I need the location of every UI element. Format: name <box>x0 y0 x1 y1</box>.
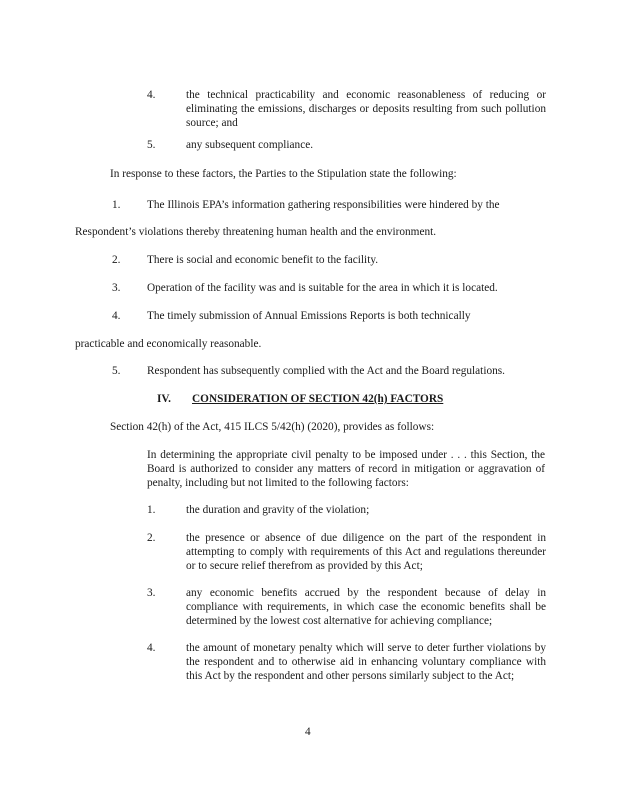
response-text: Operation of the facility was and is suitable for the area in which it is located. <box>147 282 498 294</box>
response-text-continued: practicable and economically reasonable. <box>75 338 262 350</box>
factor-number: 2. <box>147 532 156 544</box>
list-item-text: any subsequent compliance. <box>186 139 314 151</box>
section-number: IV. <box>157 393 171 405</box>
factor-text: the duration and gravity of the violation; <box>186 504 370 516</box>
section-title: CONSIDERATION OF SECTION 42(h) FACTORS <box>192 393 444 405</box>
section-intro: Section 42(h) of the Act, 415 ILCS 5/42(h) (2020), provides as follows: <box>110 421 435 433</box>
response-number: 4. <box>112 310 121 322</box>
block-quote: In determining the appropriate civil penalty to be imposed under . . . this Section, the Board is authorized to consider any matters of record in mitigation or aggravation of penalty, including but not limited to the following factors: <box>147 449 545 490</box>
response-text: The Illinois EPA’s information gathering responsibilities were hindered by the <box>147 199 500 211</box>
response-text: There is social and economic benefit to the facility. <box>147 254 379 266</box>
factor-text: any economic benefits accrued by the respondent because of delay in compliance with requirements, in which case the economic benefits shall be determined by the lowest cost alternative for achieving compliance; <box>186 587 546 628</box>
factor-number: 3. <box>147 587 156 599</box>
response-number: 2. <box>112 254 121 266</box>
response-text-continued: Respondent’s violations thereby threatening human health and the environment. <box>75 226 437 238</box>
list-item-number: 4. <box>147 89 156 101</box>
factor-number: 1. <box>147 504 156 516</box>
list-item-text: the technical practicability and economic reasonableness of reducing or eliminating the emissions, discharges or deposits resulting from such pollution source; and <box>186 89 546 130</box>
factor-text: the amount of monetary penalty which will serve to deter further violations by the respondent and to otherwise aid in enhancing voluntary compliance with this Act by the respondent and other persons similarly subject to the Act; <box>186 642 546 683</box>
factor-text: the presence or absence of due diligence on the part of the respondent in attempting to comply with requirements of this Act and regulations thereunder or to secure relief therefrom as provided by this Act; <box>186 532 546 573</box>
response-number: 1. <box>112 199 121 211</box>
intro-paragraph: In response to these factors, the Parties to the Stipulation state the following: <box>110 168 457 180</box>
factor-number: 4. <box>147 642 156 654</box>
response-number: 5. <box>112 365 121 377</box>
list-item-number: 5. <box>147 139 156 151</box>
response-number: 3. <box>112 282 121 294</box>
response-text: Respondent has subsequently complied with the Act and the Board regulations. <box>147 365 505 377</box>
page-number: 4 <box>305 726 311 738</box>
response-text: The timely submission of Annual Emissions Reports is both technically <box>147 310 471 322</box>
